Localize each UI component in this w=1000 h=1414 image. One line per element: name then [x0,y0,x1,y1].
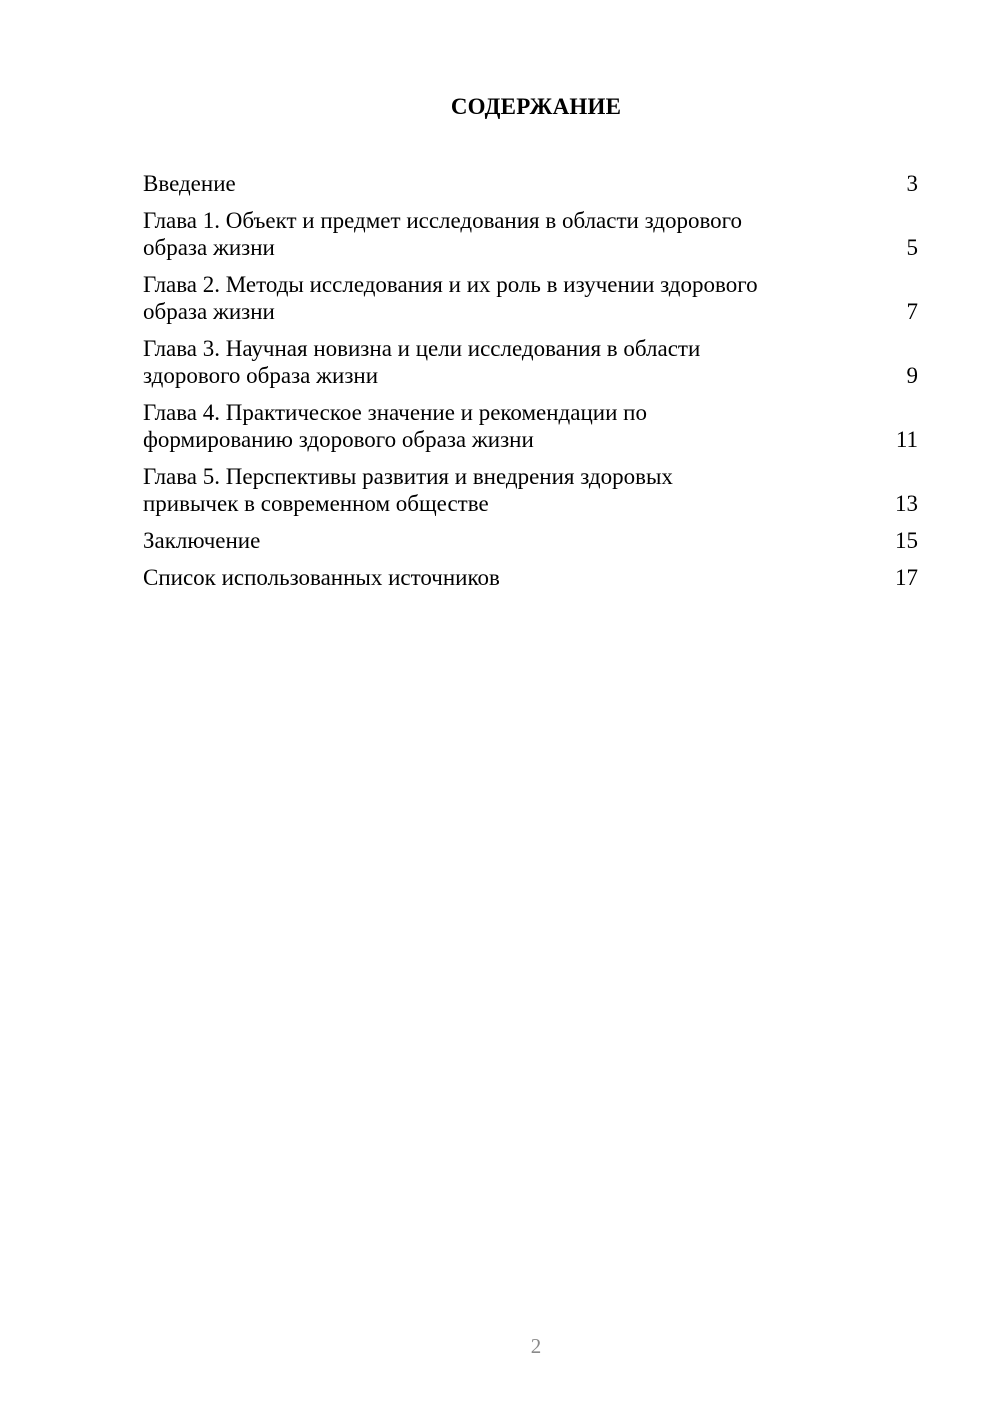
toc-line: Список использованных источников [143,565,500,590]
toc-entry-chapter-3 [143,335,918,389]
toc-entry-chapter-4 [143,399,918,453]
toc-entry-chapter-2 [143,271,918,325]
page-title: СОДЕРЖАНИЕ [450,94,622,119]
toc-page-number: 15 [895,528,918,553]
toc-page-number: 7 [906,299,918,324]
toc-line: формированию здорового образа жизни [143,427,534,452]
toc-page-number: 11 [895,427,918,452]
toc-line: привычек в современном обществе [143,491,489,516]
toc-line: Глава 4. Практическое значение и рекомендации по [143,400,647,425]
toc-line: Глава 2. Методы исследования и их роль в изучении здорового [143,272,758,297]
toc-page-number: 3 [906,171,918,196]
page-number: 2 [530,1334,542,1358]
table-of-contents [143,170,918,591]
toc-entry-text [143,271,843,325]
toc-line: образа жизни [143,235,275,260]
toc-entry-text [143,564,843,591]
toc-entry-introduction [143,170,918,197]
toc-line: Глава 1. Объект и предмет исследования в области здорового [143,208,743,233]
toc-entry-text [143,170,843,197]
toc-line: здорового образа жизни [143,363,379,388]
toc-line: Глава 3. Научная новизна и цели исследования в области [143,336,701,361]
toc-page-number: 9 [906,363,918,388]
toc-line: образа жизни [143,299,275,324]
toc-page-number: 13 [895,491,918,516]
toc-entry-text [143,527,843,554]
toc-entry-text [143,335,843,389]
toc-line: Глава 5. Перспективы развития и внедрения здоровых [143,464,673,489]
toc-entry-conclusion [143,527,918,554]
toc-line: Введение [143,171,236,196]
toc-entry-references [143,564,918,591]
toc-entry-text [143,399,843,453]
toc-line: Заключение [143,528,261,553]
toc-entry-chapter-1 [143,207,918,261]
toc-entry-chapter-5 [143,463,918,517]
toc-entry-text [143,463,843,517]
toc-page-number: 5 [906,235,918,260]
toc-page-number: 17 [895,565,918,590]
toc-entry-text [143,207,843,261]
